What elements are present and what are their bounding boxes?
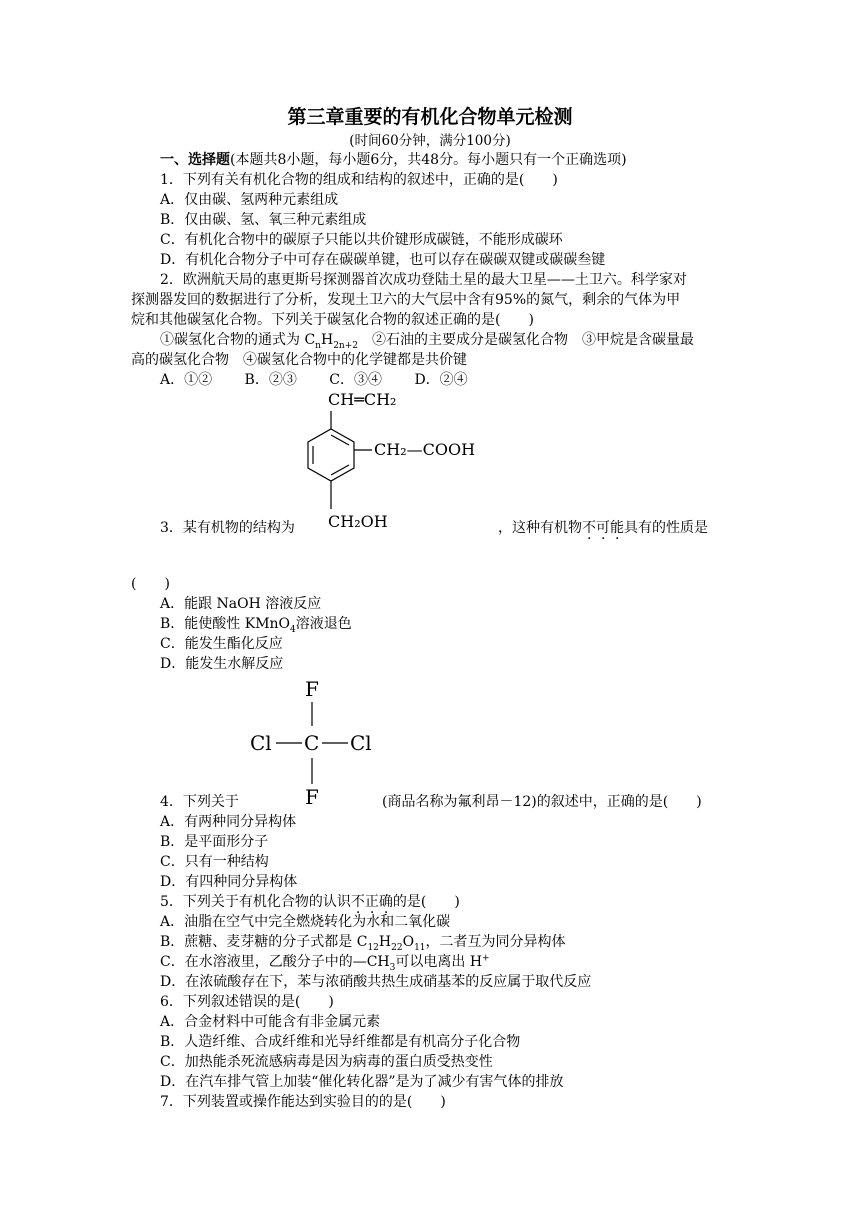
q3-acetic-group: CH₂—COOH [374, 440, 476, 459]
q2-statements-rest: ②石油的主要成分是碳氢化合物 ③甲烷是含碳量最 [357, 332, 694, 348]
q3-option-d: D．能发生水解反应 [160, 656, 284, 672]
q5-emphasis-char: 不 [350, 894, 365, 910]
q3-emphasis-char: 可 [596, 520, 610, 536]
q6-option-a: A．合金材料中可能含有非金属元素 [160, 1014, 381, 1030]
q3-stem-part: ，这种有机物 [498, 520, 582, 536]
q5-option-b-text: ，二者互为同分异构体 [425, 934, 566, 950]
q5-sub: 22 [391, 942, 403, 953]
q6-stem: 6．下列叙述错误的是( ) [160, 994, 334, 1010]
q5-sub: 11 [414, 942, 426, 953]
q3-emphasis-char: 能 [610, 520, 624, 536]
q5-element: H [378, 934, 392, 950]
q2-statements [160, 330, 694, 350]
page-title: 第三章重要的有机化合物单元检测 [287, 106, 573, 128]
q6-option-d: D．在汽车排气管上加装“催化转化器”是为了减少有害气体的排放 [160, 1074, 564, 1090]
q4-fluorine-top: F [305, 677, 319, 701]
q3-option-b-text: B．能使酸性 KMnO [160, 616, 291, 632]
q3-option-b [160, 614, 352, 634]
q3-vinyl-group: CH═CH₂ [328, 390, 397, 409]
q3-option-b-sub: 4 [290, 624, 296, 635]
q4-chlorine-left: Cl [250, 731, 272, 755]
q5-emphasis-char: 确 [378, 894, 393, 910]
q3-ring-double-bond [331, 465, 349, 475]
q3-stem-suffix [498, 518, 708, 538]
q3-ring-double-bond [331, 435, 349, 445]
q1-stem: 1．下列有关有机化合物的组成和结构的叙述中，正确的是( ) [160, 172, 558, 188]
q5-option-d: D．在浓硫酸存在下，苯与浓硝酸共热生成硝基苯的反应属于取代反应 [160, 974, 592, 990]
q4-stem-prefix: 4．下列关于 [160, 794, 239, 810]
q4-fluorine-bottom: F [305, 785, 319, 809]
q4-chlorine-right: Cl [350, 731, 372, 755]
q5-sup: + [482, 953, 490, 964]
q2-line3: 烷和其他碳氢化合物。下列关于碳氢化合物的叙述正确的是( ) [131, 312, 534, 328]
q5-stem-part: 的是( ) [392, 894, 460, 910]
q2-formula-h: H [320, 332, 334, 348]
q5-stem-part: 5．下列关于有机化合物的认识 [160, 894, 351, 910]
q3-answer-paren: ( ) [131, 576, 170, 592]
q3-emphasis-char: 不 [582, 520, 596, 536]
q2-formula-sub-n: n [315, 340, 321, 351]
q5-option-c-text: C．在水溶液里，乙酸分子中的—CH [160, 954, 390, 970]
q3-stem-part: 具有的性质是 [624, 520, 708, 536]
q2-formula-sub-2n2: 2n+2 [333, 340, 358, 351]
q6-option-b: B．人造纤维、合成纤维和光导纤维都是有机高分子化合物 [160, 1034, 521, 1050]
q5-option-a: A．油脂在空气中完全燃烧转化为水和二氧化碳 [160, 914, 451, 930]
q4-option-c: C．只有一种结构 [160, 854, 269, 870]
q3-option-b-text: 溶液退色 [295, 616, 352, 632]
q6-option-c: C．加热能杀死流感病毒是因为病毒的蛋白质受热变性 [160, 1054, 493, 1070]
q3-option-c: C．能发生酯化反应 [160, 636, 283, 652]
q2-choices: A．①② B．②③ C．③④ D．②④ [160, 372, 468, 388]
q4-option-a: A．有两种同分异构体 [160, 814, 297, 830]
q2-statements-line2: 高的碳氢化合物 ④碳氢化合物中的化学键都是共价键 [131, 352, 467, 368]
q3-benzene-ring [308, 429, 354, 481]
q2-line1: 2．欧洲航天局的惠更斯号探测器首次成功登陆土星的最大卫星——土卫六。科学家对 [160, 272, 687, 288]
q5-emphasis-char: 正 [364, 894, 379, 910]
q1-option-b: B．仅由碳、氢、氧三种元素组成 [160, 212, 367, 228]
q3-option-a: A．能跟 NaOH 溶液反应 [160, 596, 322, 612]
q7-stem: 7．下列装置或操作能达到实验目的的是( ) [160, 1094, 446, 1110]
q3-structure-diagram [300, 385, 510, 535]
q4-option-d: D．有四种同分异构体 [160, 874, 298, 890]
q4-structure-diagram [246, 676, 386, 810]
q4-carbon: C [304, 731, 320, 755]
q2-formula-prefix: ①碳氢化合物的通式为 C [160, 332, 316, 348]
q4-stem-suffix: (商品名称为氟利昂－12)的叙述中，正确的是( ) [382, 794, 702, 810]
q3-stem-prefix: 3．某有机物的结构为 [160, 520, 295, 536]
section-note: (本题共8小题，每小题6分，共48分。每小题只有一个正确选项) [230, 152, 627, 168]
q5-element: O [402, 934, 415, 950]
q5-stem [160, 892, 460, 912]
section-label: 一、选择题 [160, 152, 230, 168]
q5-sub: 12 [367, 942, 379, 953]
q1-option-d: D．有机化合物分子中可存在碳碳单键，也可以存在碳碳双键或碳碳叁键 [160, 252, 606, 268]
page-subtitle: (时间60分钟，满分100分) [349, 133, 511, 149]
q5-option-c-text: 可以电离出 H [395, 954, 483, 970]
q1-option-a: A．仅由碳、氢两种元素组成 [160, 192, 339, 208]
q4-option-b: B．是平面形分子 [160, 834, 269, 850]
q5-option-b [160, 932, 566, 952]
q3-hydroxymethyl-group: CH₂OH [328, 512, 388, 531]
q5-sub: 3 [389, 962, 396, 973]
q2-line2: 探测器发回的数据进行了分析，发现土卫六的大气层中含有95%的氮气，剩余的气体为甲 [131, 292, 681, 308]
q5-option-c [160, 952, 490, 972]
section-heading [160, 150, 627, 170]
q1-option-c: C．有机化合物中的碳原子只能以共价键形成碳链，不能形成碳环 [160, 232, 563, 248]
q5-option-b-text: B．蔗糖、麦芽糖的分子式都是 C [160, 934, 368, 950]
